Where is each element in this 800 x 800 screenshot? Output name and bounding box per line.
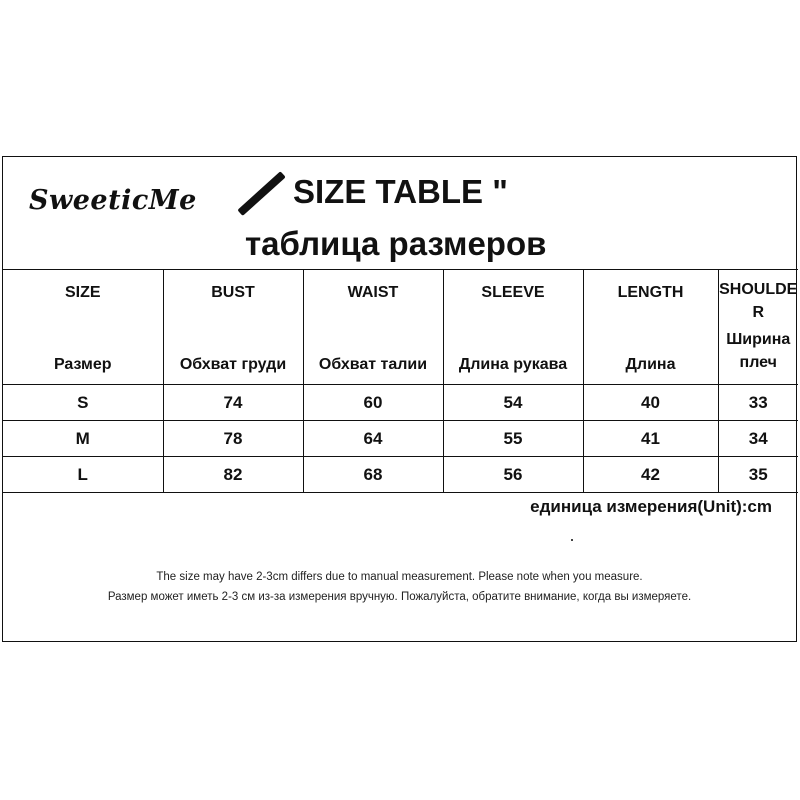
table-header-row — [3, 270, 798, 385]
header-sleeve: SLEEVE Длина рукава — [443, 270, 583, 385]
cell-sleeve: 54 — [443, 385, 583, 421]
header-length: LENGTH Длина — [583, 270, 718, 385]
measurement-note-english: The size may have 2-3cm differs due to manual measurement. Please note when you measure. — [156, 571, 643, 583]
brand-logo: SweeticMe — [29, 185, 197, 216]
chart-header — [3, 157, 796, 269]
cell-shoulder: 33 — [718, 385, 798, 421]
header-waist: WAIST Обхват талии — [303, 270, 443, 385]
cell-bust: 74 — [163, 385, 303, 421]
table-row — [3, 385, 798, 421]
cell-shoulder: 35 — [718, 457, 798, 493]
cell-shoulder: 34 — [718, 421, 798, 457]
slash-stroke-icon — [237, 171, 285, 216]
cell-bust: 82 — [163, 457, 303, 493]
cell-waist: 68 — [303, 457, 443, 493]
cell-bust: 78 — [163, 421, 303, 457]
cell-length: 42 — [583, 457, 718, 493]
cell-sleeve: 55 — [443, 421, 583, 457]
cell-waist: 60 — [303, 385, 443, 421]
cell-waist: 64 — [303, 421, 443, 457]
title-english: SIZE TABLE " — [293, 173, 508, 210]
cell-length: 40 — [583, 385, 718, 421]
cell-length: 41 — [583, 421, 718, 457]
header-size: SIZE Размер — [3, 270, 163, 385]
cell-size: L — [3, 457, 163, 493]
header-bust: BUST Обхват груди — [163, 270, 303, 385]
cell-size: S — [3, 385, 163, 421]
unit-note: единица измерения(Unit):cm — [530, 497, 772, 516]
cell-sleeve: 56 — [443, 457, 583, 493]
title-russian: таблица размеров — [245, 225, 547, 262]
stray-dot — [571, 539, 573, 541]
table-row — [3, 457, 798, 493]
table-row — [3, 421, 798, 457]
size-chart-frame — [2, 156, 797, 642]
size-table — [3, 269, 798, 493]
cell-size: M — [3, 421, 163, 457]
measurement-note-russian: Размер может иметь 2-3 см из-за измерения вручную. Пожалуйста, обратите внимание, когда вы измеряете. — [107, 591, 692, 603]
header-shoulder: SHOULDER Ширина плеч — [718, 270, 798, 385]
